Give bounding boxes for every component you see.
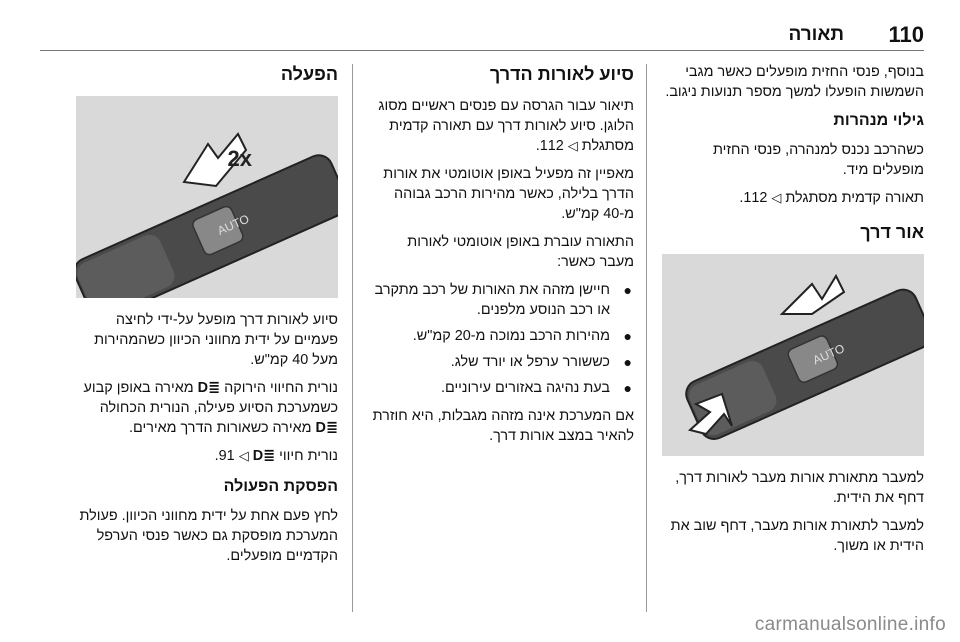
header-rule: [40, 50, 924, 51]
bullet-icon: ●: [623, 380, 632, 396]
bullet-icon: ●: [623, 282, 632, 298]
page-header: [0, 0, 960, 58]
auto-high-beam-lamp-icon: ≣D: [252, 448, 276, 464]
activation-heading: הפעלה: [280, 64, 338, 84]
bullet-icon: ●: [623, 354, 632, 370]
tunnel-reference: תאורה קדמית מסתגלת ◁ 112.: [739, 190, 924, 206]
triangle-reference-icon: ◁: [567, 138, 578, 153]
list-item: ● כששורר ערפל או יורד שלג.: [450, 354, 632, 370]
list-item: ● בעת נהיגה באזורים עירוניים.: [440, 380, 632, 396]
column-right: [660, 62, 924, 564]
column-divider-left: [352, 64, 353, 612]
assist-description: תיאור עבור הגרסה עם פנסים ראשיים מסוג הלוגן. סיוע לאורות דרך עם תאורה קדמית מסתגלת ◁ 112.: [378, 98, 634, 154]
high-beam-assist-heading: סיוע לאורות הדרך: [489, 64, 634, 84]
lever-figure-high-beam: [662, 254, 924, 456]
activation-paragraph: סיוע לאורות דרך מופעל על-ידי לחיצה פעמיים על ידית מחווני הכיוון כשהמהירות מעל 40 קמ"ש.: [94, 312, 338, 368]
auto-high-beam-lamp-icon: ≣D: [197, 380, 221, 396]
triangle-reference-icon: ◁: [238, 448, 249, 463]
column-middle: [372, 62, 634, 454]
figure-label-2x: 2x: [227, 146, 252, 171]
intro-paragraph: בנוסף, פנסי החזית מופעלים כאשר מגבי השמשות הופעלו למשך מספר תנועות ניגוב.: [665, 64, 924, 100]
tunnel-paragraph: כשהרכב נכנס למנהרה, פנסי החזית מופעלים מיד.: [712, 142, 924, 178]
high-beam-heading: אור דרך: [860, 222, 924, 242]
triangle-reference-icon: ◁: [771, 190, 782, 205]
assist-return-paragraph: אם המערכת אינה מזהה מגבלות, היא חוזרת להאיר במצב אורות דרך.: [372, 408, 634, 444]
switch-to-low-beam: למעבר לתאורת אורות מעבר, דחף שוב את הידית או משוך.: [670, 518, 924, 554]
high-beam-lamp-icon: ≣D: [315, 420, 338, 436]
indicator-paragraph: נורית החיווי הירוקה ≣D מאירה באופן קבוע כשמערכת הסיוע פעילה, הנורית הכחולה ≣D מאירה כשאורות הדרך מאירים.: [83, 380, 338, 436]
watermark: carmanualsonline.info: [754, 614, 946, 635]
conditions-list: [372, 280, 634, 398]
svg-text:AUTO: AUTO: [810, 341, 847, 368]
deactivation-paragraph: לחץ פעם אחת על ידית מחווני הכיוון. פעולת המערכת מופסקת גם כאשר פנסי הערפל הקדמיים מופעלים.: [79, 508, 338, 564]
tunnel-heading: גילוי מנהרות: [833, 112, 924, 129]
bullet-icon: ●: [623, 328, 632, 344]
deactivation-heading: הפסקת הפעולה: [223, 478, 338, 495]
svg-text:AUTO: AUTO: [215, 211, 252, 238]
switch-to-high-beam: למעבר מתאורת אורות מעבר לאורות דרך, דחף את הידית.: [675, 470, 924, 506]
page-number: 110: [888, 22, 924, 47]
column-left: [74, 62, 338, 574]
assist-night-paragraph: מאפיין זה מפעיל באופן אוטומטי את אורות הדרך בלילה, כאשר מהירות הרכב גבוהה מ-40 קמ"ש.: [383, 166, 634, 222]
list-item: ● מהירות הרכב נמוכה מ-20 קמ"ש.: [412, 328, 632, 344]
lever-figure-activation: [76, 96, 338, 298]
column-divider-right: [646, 64, 647, 612]
list-item: ● חיישן מזהה את האורות של רכב מתקרב או רכב הנוסע מלפנים.: [374, 282, 632, 318]
section-title: תאורה: [788, 24, 844, 45]
indicator-reference: נורית חיווי ≣D ◁ 91.: [214, 448, 338, 464]
assist-switch-paragraph: התאורה עוברת באופן אוטומטי לאורות מעבר כאשר:: [407, 234, 634, 270]
